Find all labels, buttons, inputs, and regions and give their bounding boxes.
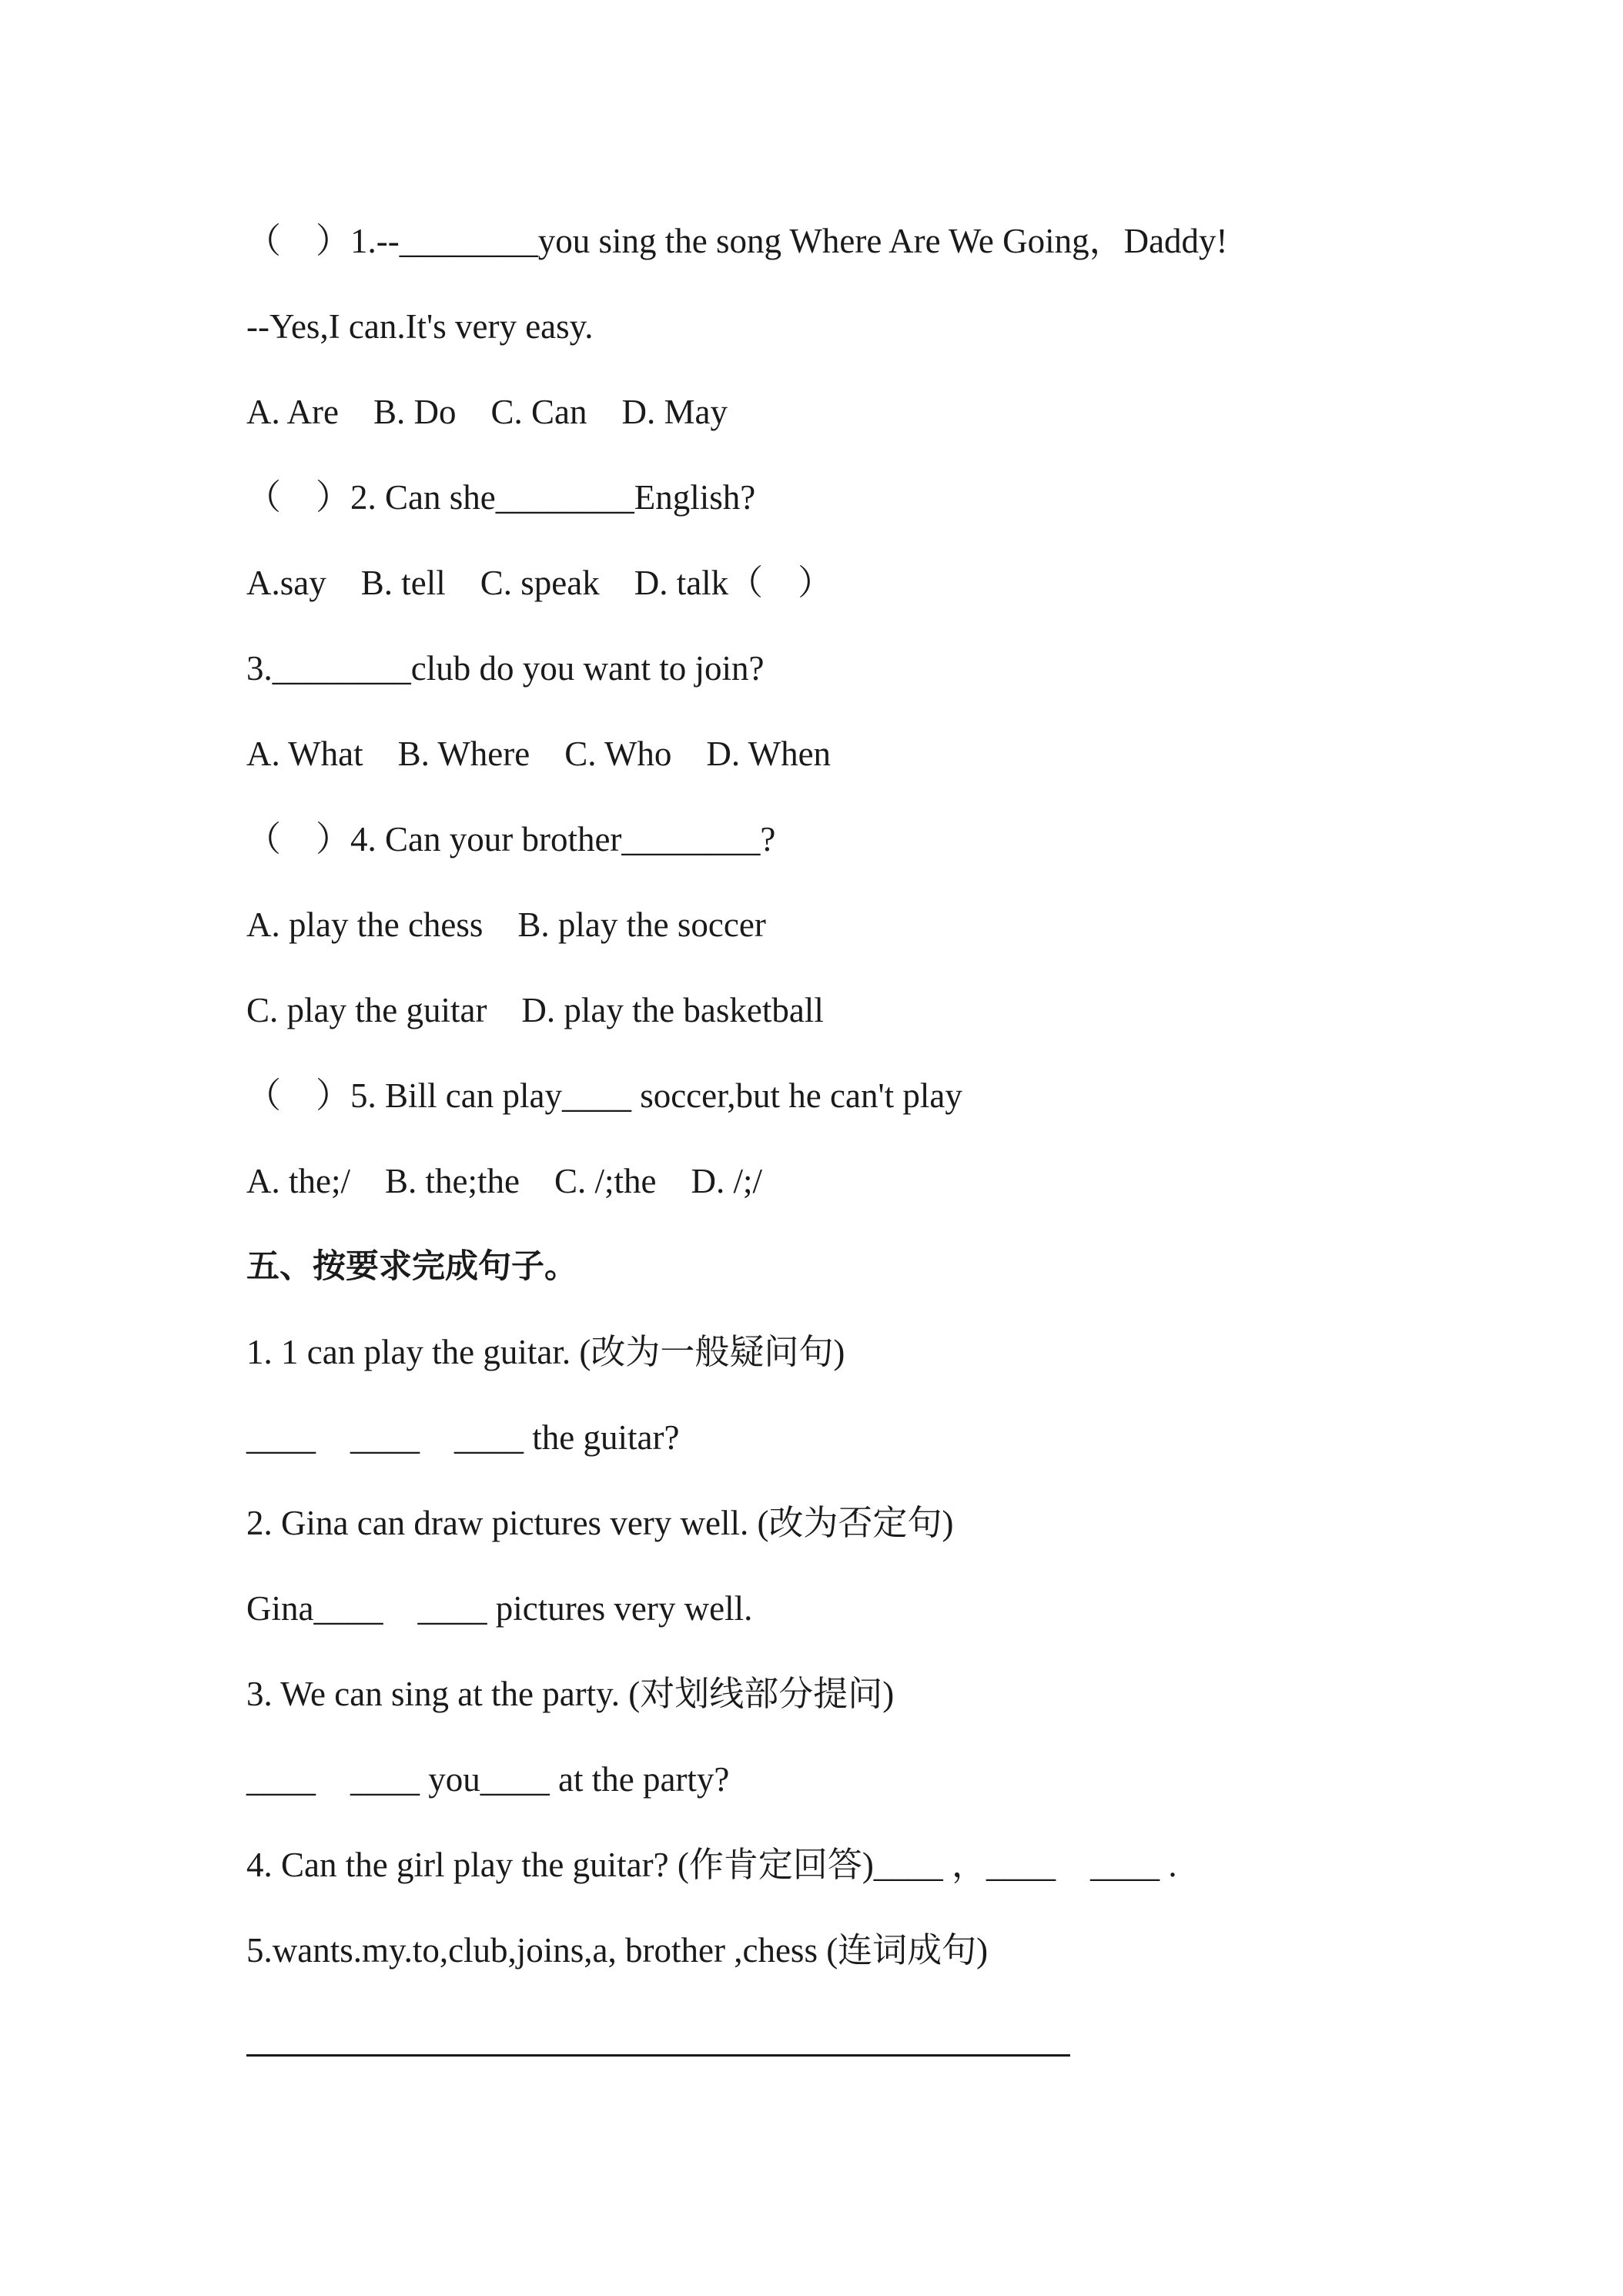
question-1-stem: （ ）1.--________you sing the song Where Are We Going，Daddy! — [246, 222, 1228, 260]
question-5-options: A. the;/ B. the;the C. /;the D. /;/ — [246, 1162, 762, 1200]
question-4-options-line2: C. play the guitar D. play the basketball — [246, 991, 824, 1029]
sentence-1-prompt: 1. 1 can play the guitar. (改为一般疑问句) — [246, 1333, 845, 1371]
question-5-stem: （ ）5. Bill can play____ soccer,but he can't play — [246, 1076, 962, 1115]
sentence-1-answer: ____ ____ ____ the guitar? — [246, 1418, 680, 1457]
question-3-stem: 3.________club do you want to join? — [246, 649, 765, 688]
sentence-5-prompt: 5.wants.my.to,club,joins,a, brother ,chess (连词成句) — [246, 1931, 989, 1970]
question-4-stem: （ ）4. Can your brother________? — [246, 820, 776, 858]
section-5-heading: 五、按要求完成句子。 — [246, 1247, 577, 1286]
question-2-stem: （ ）2. Can she________English? — [246, 478, 756, 517]
answer-line — [246, 2054, 1070, 2057]
question-1-reply: --Yes,I can.It's very easy. — [246, 307, 594, 346]
sentence-2-prompt: 2. Gina can draw pictures very well. (改为否定句) — [246, 1504, 954, 1542]
question-3-options: A. What B. Where C. Who D. When — [246, 735, 832, 773]
question-2-options: A.say B. tell C. speak D. talk（ ） — [246, 564, 833, 602]
sentence-3-prompt: 3. We can sing at the party. (对划线部分提问) — [246, 1675, 895, 1713]
question-1-options: A. Are B. Do C. Can D. May — [246, 393, 728, 431]
sentence-4-prompt: 4. Can the girl play the guitar? (作肯定回答)____ ，____ ____ . — [246, 1846, 1177, 1884]
sentence-3-answer: ____ ____ you____ at the party? — [246, 1760, 730, 1799]
sentence-2-answer: Gina____ ____ pictures very well. — [246, 1589, 753, 1628]
question-4-options-line1: A. play the chess B. play the soccer — [246, 905, 766, 944]
